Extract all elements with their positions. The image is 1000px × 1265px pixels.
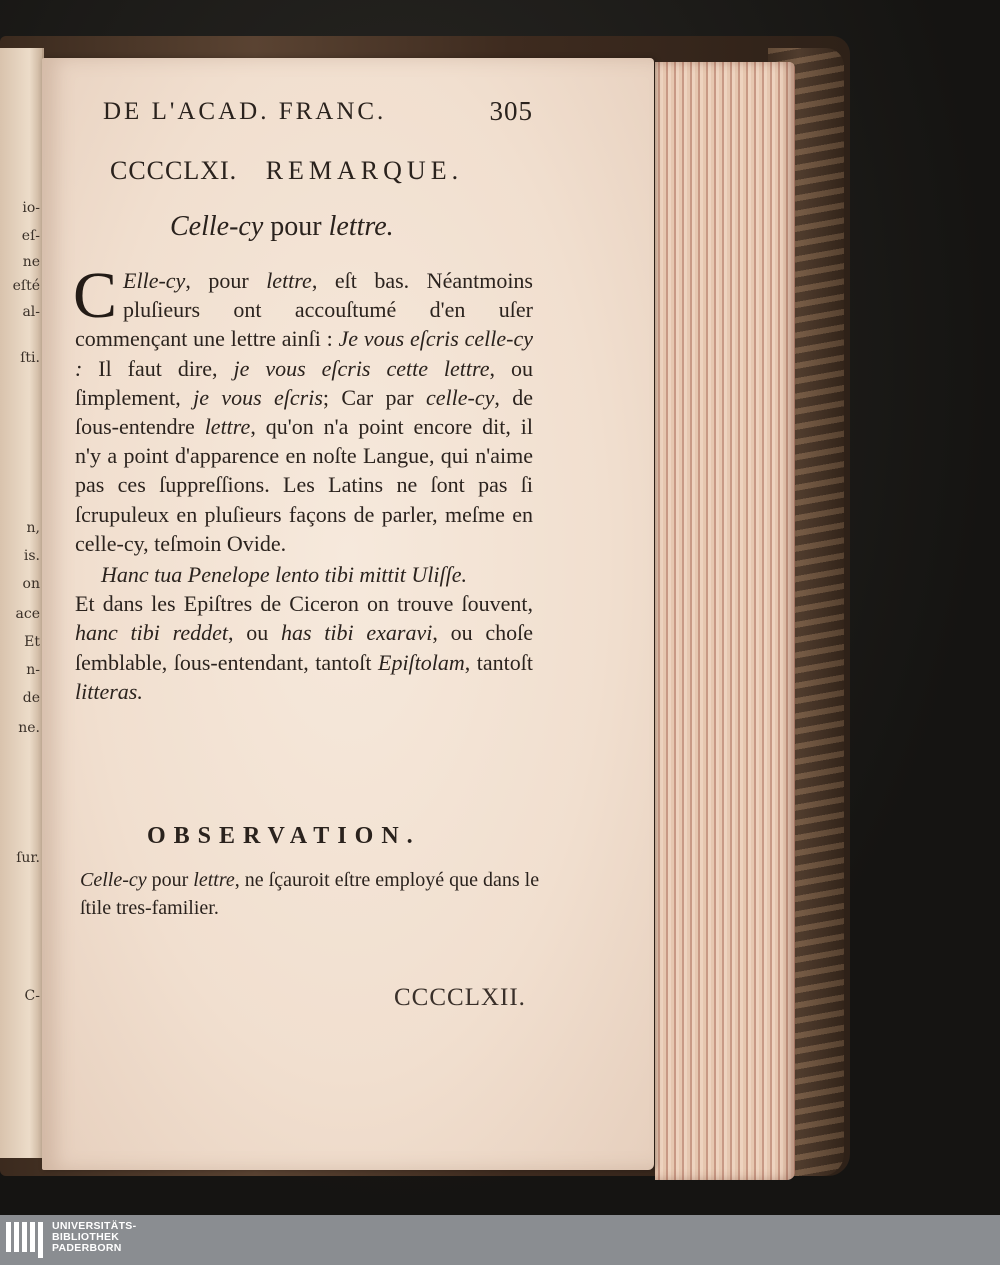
- drop-cap: C: [73, 259, 118, 332]
- running-head: [103, 98, 533, 132]
- left-page-text-fragment: ne.: [18, 720, 40, 736]
- library-line-3: PADERBORN: [52, 1242, 122, 1254]
- subtitle-roman: pour: [263, 211, 329, 242]
- paragraph-2: [75, 589, 533, 706]
- page-number: 305: [489, 96, 533, 126]
- paragraph-1-run: celle-cy: [426, 384, 495, 410]
- paragraph-2-run: , tantoſt: [464, 649, 533, 675]
- paragraph-1-run: , de ſous-entendre: [75, 384, 534, 440]
- paragraph-1-run: Je vous eſcris celle-cy :: [75, 326, 533, 381]
- left-page-text-fragment: al-: [22, 304, 40, 320]
- remark-heading: [110, 156, 490, 186]
- left-page-text-fragment: n-: [26, 662, 40, 678]
- left-page-text-fragment: on: [22, 576, 40, 592]
- footer-bar: [0, 1215, 1000, 1265]
- paragraph-1-run: , pour: [185, 268, 267, 293]
- remark-subtitle: [170, 211, 470, 243]
- paragraph-1-run: je vous eſcris: [193, 384, 323, 410]
- left-page-text-fragment: is.: [23, 548, 40, 564]
- left-page-text-fragment: eſ-: [21, 228, 40, 244]
- left-page-text-fragment: Et: [24, 634, 40, 650]
- remark-body: [73, 259, 534, 706]
- paragraph-1-run: , qu'on n'a point encore dit, il n'y a point d'apparence en noſte Langue, qui n'aime pas ces ſuppreſſions. Les Latins ne ſont pas ſi ſcrupuleux en pluſieurs façons de parler, meſme en celle-cy, teſmoin Ovide.: [75, 414, 533, 556]
- paragraph-1: [73, 259, 534, 556]
- remark-number: CCCCLXI.: [110, 156, 238, 185]
- paragraph-2-run: has tibi exaravi: [280, 620, 433, 646]
- paragraph-1-run: Il faut dire,: [82, 355, 234, 381]
- observation-run: pour: [146, 869, 194, 891]
- left-page-text-fragment: io-: [22, 200, 40, 216]
- paragraph-2-run: hanc tibi reddet: [75, 620, 228, 646]
- paragraph-1-run: lettre: [204, 414, 251, 440]
- remark-word: REMARQUE.: [265, 156, 464, 185]
- left-page-text-fragment: ſur.: [16, 850, 40, 866]
- observation-title: OBSERVATION.: [147, 823, 421, 849]
- paragraph-1-run: ; Car par: [322, 384, 426, 410]
- catchword: CCCCLXII.: [394, 984, 526, 1011]
- library-name: [52, 1221, 212, 1254]
- paragraph-2-run: , ou choſe ſemblable, ſous-entendant, tantoſt: [75, 620, 533, 675]
- paragraph-1-run: , eſt bas. Néantmoins pluſieurs ont accouſtumé d'en uſer commençant une lettre ainſi :: [75, 268, 533, 352]
- paragraph-1-run: je vous eſcris cette lettre: [233, 355, 490, 381]
- left-page-text-fragment: ace: [15, 606, 40, 622]
- left-page-text-fragment: C-: [24, 988, 40, 1004]
- left-page-text-fragment: ſti.: [20, 350, 40, 366]
- library-line-1: UNIVERSITÄTS-: [52, 1220, 137, 1232]
- left-page-text-fragment: ne: [22, 254, 40, 270]
- observation-run: Celle-cy: [80, 869, 147, 891]
- left-page-text-fragment: n,: [26, 520, 40, 536]
- latin-quote: Hanc tua Penelope lento tibi mittit Uliſſe.: [101, 562, 467, 588]
- subtitle-italic: Celle-cy: [170, 211, 264, 242]
- paragraph-2-run: Epiſtolam: [378, 649, 465, 675]
- library-bars-logo-icon: [6, 1222, 46, 1258]
- paragraph-1-run: Elle-cy: [123, 268, 186, 293]
- library-line-2: BIBLIOTHEK: [52, 1231, 120, 1243]
- running-title: DE L'ACAD. FRANC.: [103, 98, 387, 125]
- paragraph-2-run: , ou: [227, 620, 281, 646]
- left-page-text-fragment: eſté: [12, 278, 40, 294]
- paragraph-1-run: , ou ſimplement,: [75, 355, 533, 410]
- paragraph-2-run: litteras.: [75, 678, 143, 704]
- subtitle-italic-2: lettre.: [328, 211, 394, 242]
- paragraph-2-run: Et dans les Epiſtres de Ciceron on trouve ſouvent,: [75, 591, 533, 617]
- left-page-text-fragment: de: [22, 690, 40, 706]
- observation-text: [80, 866, 540, 922]
- paragraph-1-run: lettre: [266, 268, 312, 293]
- observation-run: , ne ſçauroit eſtre employé que dans le ſtile tres-familier.: [80, 869, 540, 919]
- page-edges: [655, 62, 795, 1180]
- observation-run: lettre: [193, 869, 235, 891]
- left-page-fragment: [0, 48, 44, 1158]
